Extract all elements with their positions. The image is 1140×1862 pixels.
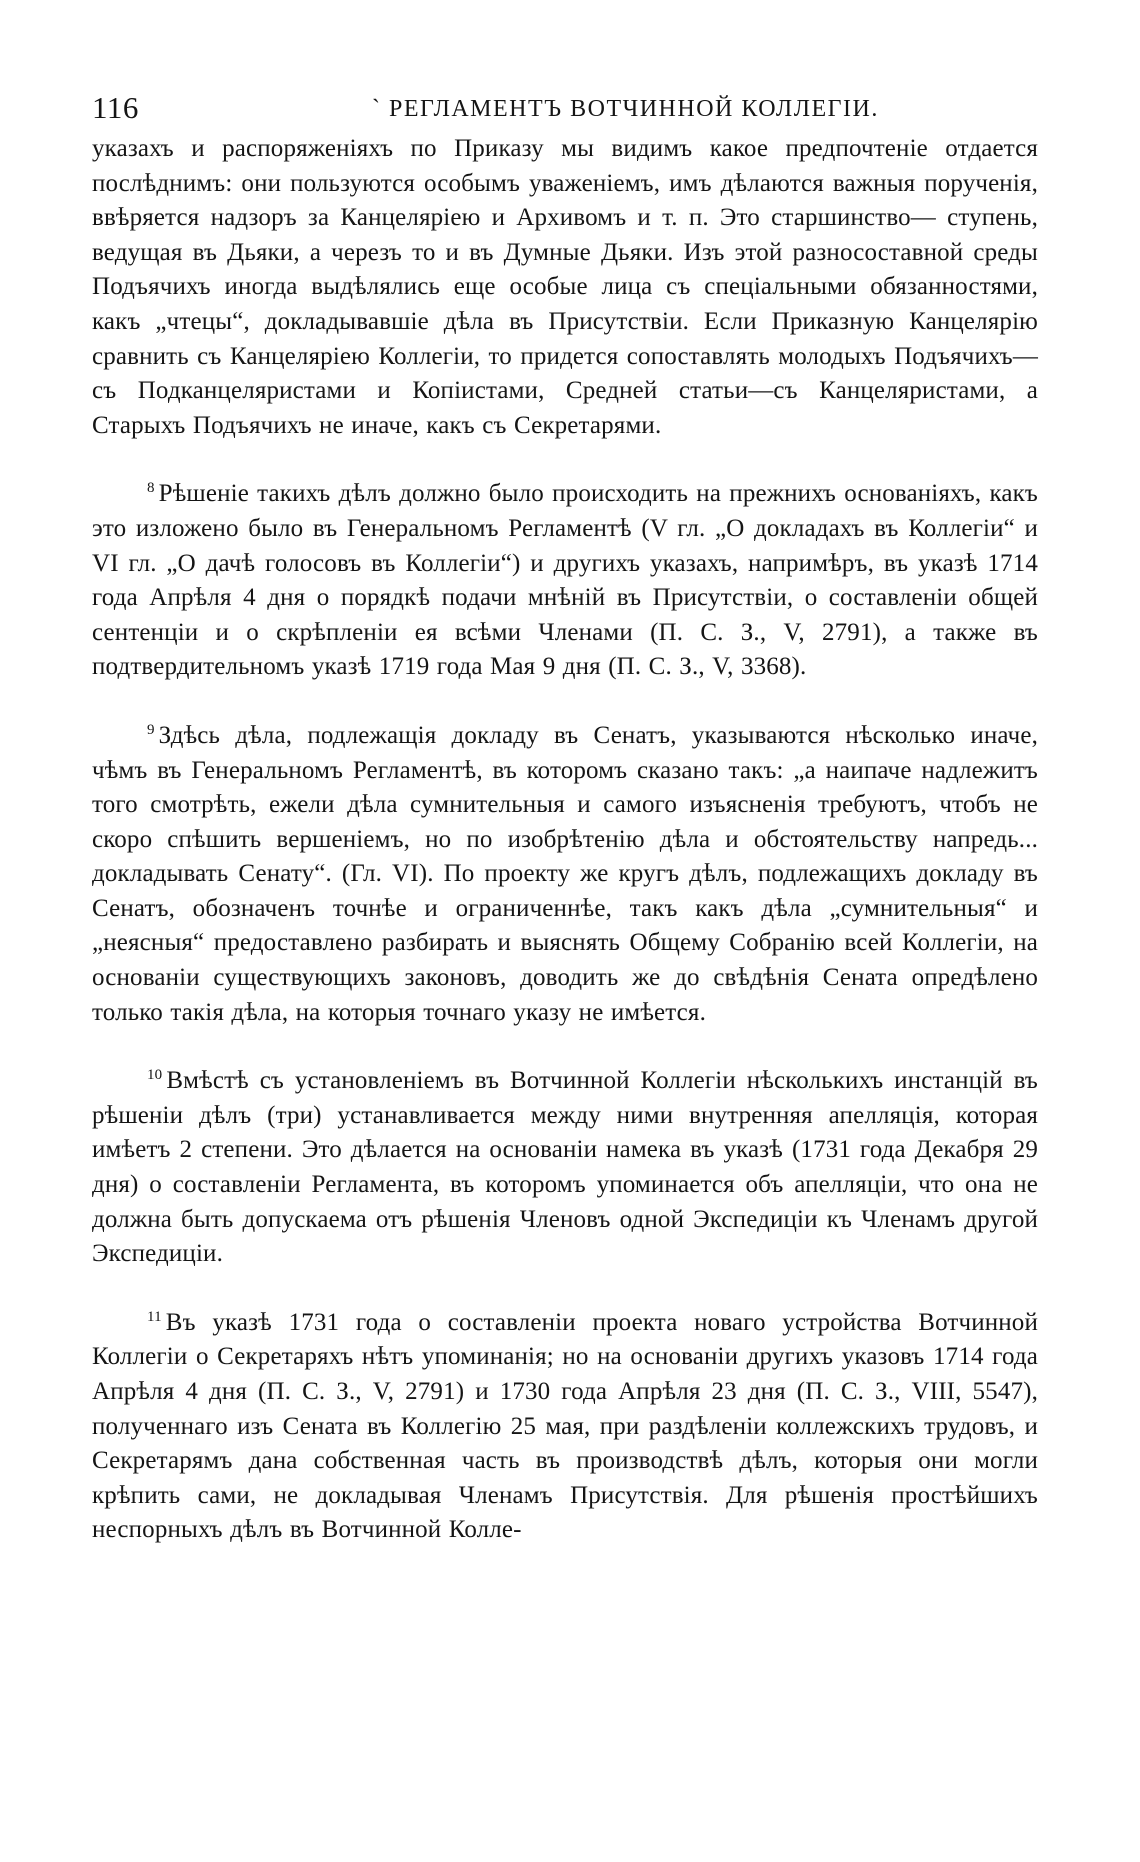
footnote-9 xyxy=(92,719,1038,1030)
book-page xyxy=(92,84,1038,1548)
footnote-marker: 9 xyxy=(147,721,155,738)
footnote-text: Въ указѣ 1731 года о составленіи проекта новаго устройства Вотчинной Коллегіи о Секретаряхъ нѣтъ упоминанія; но на основаніи другихъ указовъ 1714 года Апрѣля 4 дня (П. С. З., V, 2791) и 1730 года Апрѣля 23 дня (П. С. З., VIII, 5547), полученнаго изъ Сената въ Коллегію 25 мая, при раздѣленіи коллежскихъ трудовъ, и Секретарямъ дана собственная часть въ производствѣ дѣлъ, которыя они могли крѣпить сами, не докладывая Членамъ Присутствія. Для рѣшенія простѣйшихъ неспорныхъ дѣлъ въ Вотчинной Колле- xyxy=(92,1308,1038,1544)
footnote-8 xyxy=(92,477,1038,685)
footnote-text: Здѣсь дѣла, подлежащія докладу въ Сенатъ, указываются нѣсколько иначе, чѣмъ въ Генеральномъ Регламентѣ, въ которомъ сказано такъ: „а наипаче надлежитъ того смотрѣть, ежели дѣла сумнительныя и самого изъясненія требуютъ, чтобъ не скоро спѣшить вершеніемъ, но по изобрѣтенію дѣла и обстоятельству напредь... докладывать Сенату“. (Гл. VI). По проекту же кругъ дѣлъ, подлежащихъ докладу въ Сенатъ, обозначенъ точнѣе и ограниченнѣе, такъ какъ дѣла „сумнительныя“ и „неясныя“ предоставлено разбирать и выяснять Общему Собранію всей Коллегіи, на основаніи существующихъ законовъ, доводить же до свѣдѣнія Сената опредѣлено только такія дѣла, на которыя точнаго указу не имѣется. xyxy=(92,721,1038,1026)
footnote-marker: 10 xyxy=(147,1067,163,1084)
body-text xyxy=(92,132,1038,1548)
footnote-marker: 11 xyxy=(147,1308,162,1325)
footnote-11 xyxy=(92,1306,1038,1548)
footnote-text: Вмѣстѣ съ установленіемъ въ Вотчинной Коллегіи нѣсколькихъ инстанцій въ рѣшеніи дѣлъ (три) устанавливается между ними внутренняя апелляція, которая имѣетъ 2 степени. Это дѣлается на основаніи намека въ указѣ (1731 года Декабря 29 дня) о составленіи Регламента, въ которомъ упоминается объ апелляціи, что она не должна быть допускаема отъ рѣшенія Членовъ одной Экспедиціи къ Членамъ другой Экспедиціи. xyxy=(92,1067,1038,1268)
footnote-marker: 8 xyxy=(147,480,155,497)
page-number: 116 xyxy=(92,90,139,125)
page-header xyxy=(92,84,1038,128)
paragraph-continuation xyxy=(92,132,1038,443)
footnote-text: Рѣшеніе такихъ дѣлъ должно было происходить на прежнихъ основаніяхъ, какъ это изложено было въ Генеральномъ Регламентѣ (V гл. „О докладахъ въ Коллегіи“ и VI гл. „О дачѣ голосовъ въ Коллегіи“) и другихъ указахъ, напримѣръ, въ указѣ 1714 года Апрѣля 4 дня о порядкѣ подачи мнѣній въ Присутствіи, о составленіи общей сентенціи и о скрѣпленіи ея всѣми Членами (П. С. З., V, 2791), а также въ подтвердительномъ указѣ 1719 года Мая 9 дня (П. С. З., V, 3368). xyxy=(92,480,1038,681)
running-title: ` РЕГЛАМЕНТЪ ВОТЧИННОЙ КОЛЛЕГІИ. xyxy=(372,96,879,122)
footnote-10 xyxy=(92,1064,1038,1272)
paragraph-text: указахъ и распоряженіяхъ по Приказу мы видимъ какое предпочтеніе отдается послѣднимъ: они пользуются особымъ уваженіемъ, имъ дѣлаются важныя порученія, ввѣряется надзоръ за Канцеляріею и Архивомъ и т. п. Это старшинство— ступень, ведущая въ Дьяки, а черезъ то и въ Думные Дьяки. Изъ этой разносоставной среды Подъячихъ иногда выдѣлялись еще особые лица съ спеціальными обязанностями, какъ „чтецы“, докладывавшіе дѣла въ Присутствіи. Если Приказную Канцелярію сравнить съ Канцеляріею Коллегіи, то придется сопоставлять молодыхъ Подъячихъ—съ Подканцеляристами и Копіистами, Средней статьи—съ Канцеляристами, а Старыхъ Подъячихъ не иначе, какъ съ Секретарями. xyxy=(92,135,1038,439)
